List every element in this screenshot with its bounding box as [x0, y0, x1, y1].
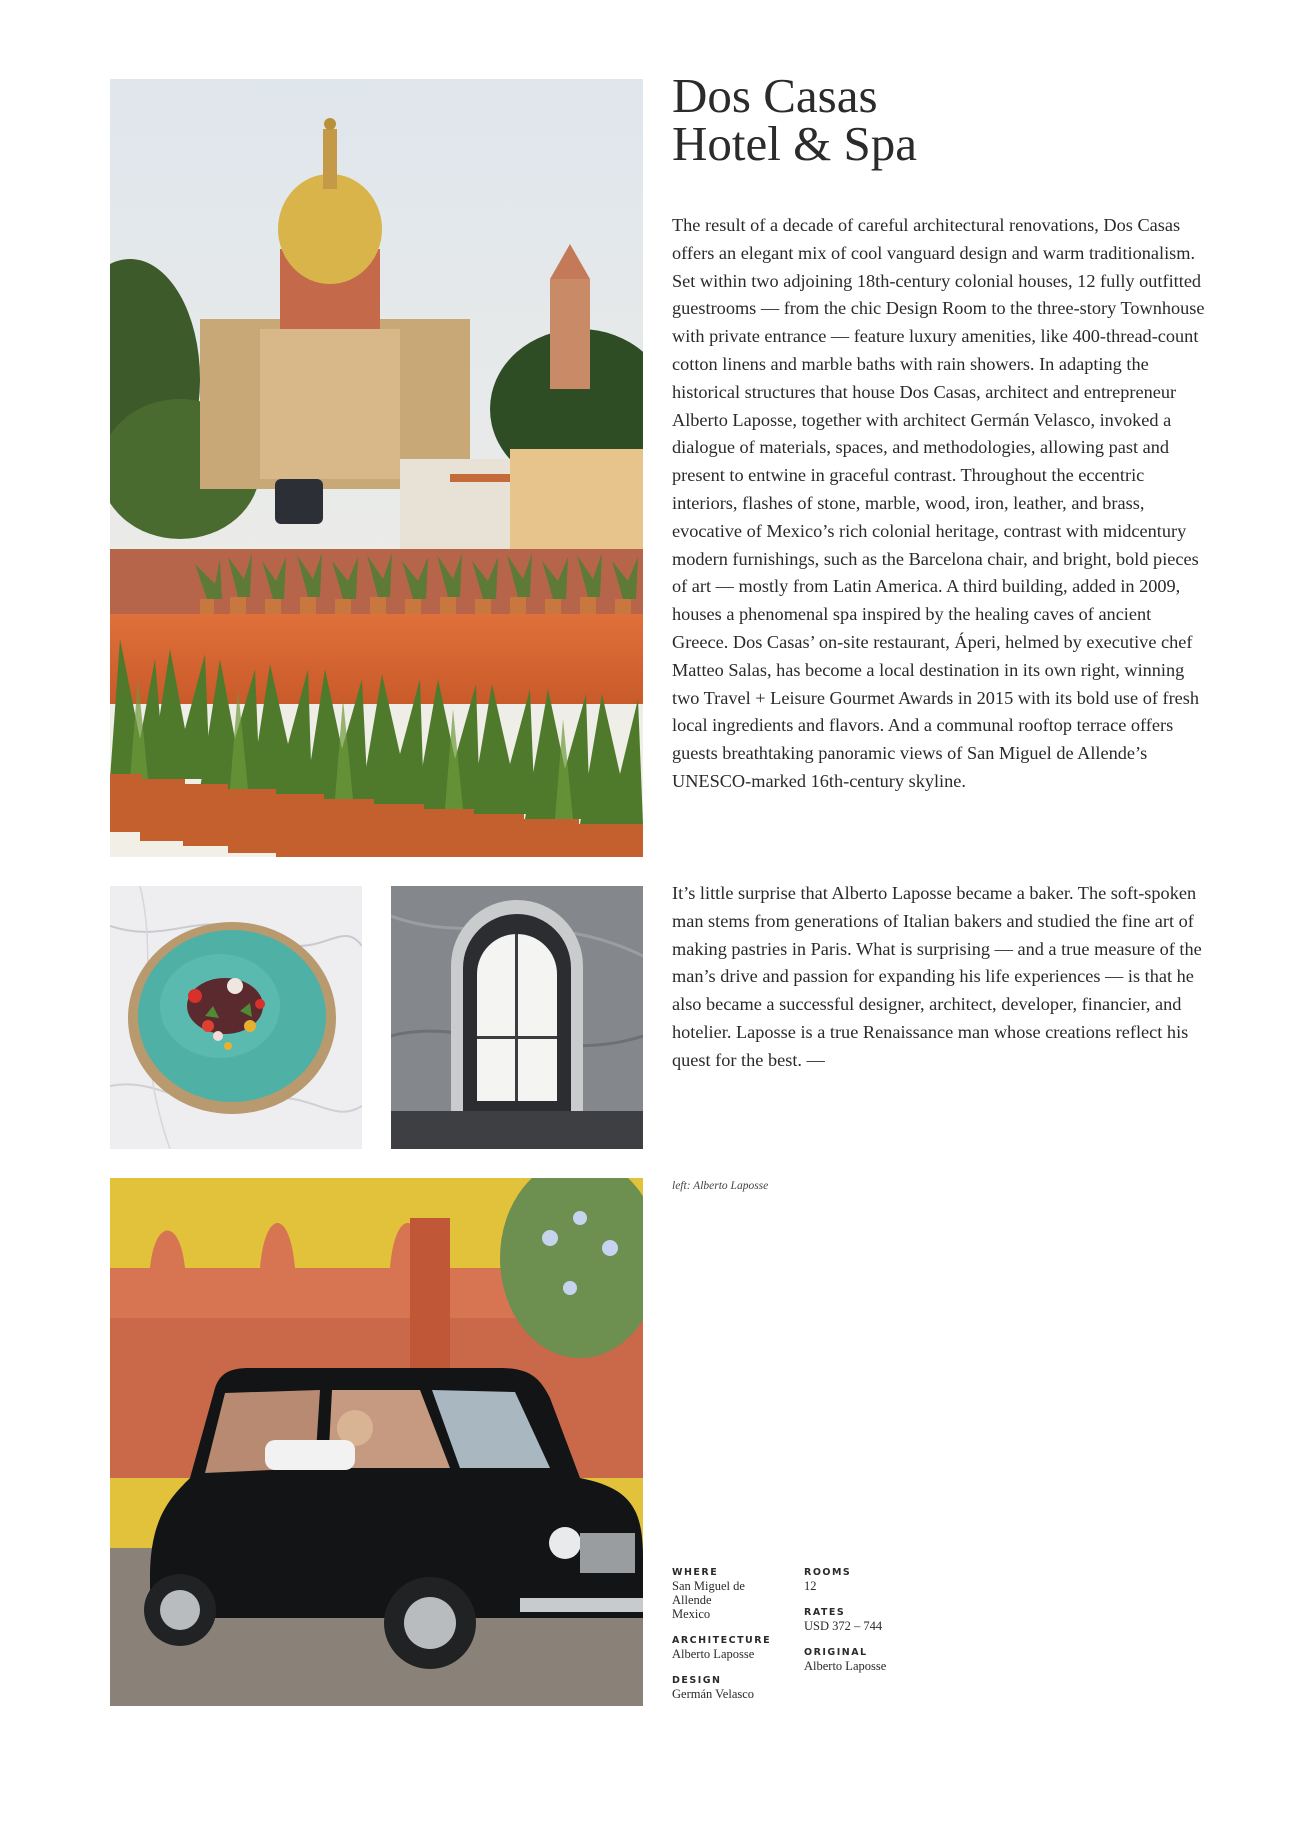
body-paragraph-1: The result of a decade of careful architectural renovations, Dos Casas offers an elegant mix of cool vanguard design and warm traditionalism. Set within two adjoining 18th-century colonial houses, 12 fully outfitted guestrooms — from the chic Design Room to the three-story Townhouse with private entrance — feature luxury amenities, like 400-thread-count cotton linens and marble baths with rain showers. In adapting the historical structures that house Dos Casas, architect and entrepreneur Alberto Laposse, together with architect Germán Velasco, invoked a dialogue of materials, spaces, and methodologies, allowing past and present to entwine in graceful contrast. Throughout the eccentric interiors, flashes of stone, marble, wood, iron, leather, and brass, evocative of Mexico’s rich colonial heritage, contrast with midcentury modern furnishings, such as the Barcelona chair, and bright, bold pieces of art — mostly from Latin America. A third building, added in 2009, houses a phenomenal spa inspired by the healing caves of ancient Greece. Dos Casas’ on-site restaurant, Áperi, helmed by executive chef Matteo Salas, has become a local destination in its own right, winning two Travel + Leisure Gourmet Awards in 2015 with its bold use of fresh local ingredients and flavors. And a communal rooftop terrace offers guests breathtaking panoramic views of San Miguel de Allende’s UNESCO-marked 16th-century skyline. — [672, 215, 1205, 791]
page-title — [672, 68, 917, 171]
fact-original-label: ORIGINAL — [804, 1647, 868, 1658]
fact-rates-value: USD 372 – 744 — [804, 1619, 883, 1633]
fact-architecture-value: Alberto Laposse — [672, 1647, 755, 1661]
fact-where — [672, 1567, 771, 1621]
fact-original-value: Alberto Laposse — [804, 1659, 887, 1673]
facts-column-left — [672, 1567, 771, 1715]
title-line-2: Hotel & Spa — [672, 116, 917, 171]
body-paragraph-2: It’s little surprise that Alberto Laposse became a baker. The soft-spoken man stems from generations of Italian bakers and studied the fine art of making pastries in Paris. What is surprising — and a true measure of the man’s drive and passion for expanding his life experiences — is that he also became a successful designer, architect, developer, financier, and hotelier. Laposse is a true Renaissance man whose creations reflect his quest for the best. — — [672, 883, 1202, 1070]
fact-architecture-label: ARCHITECTURE — [672, 1635, 772, 1646]
rooftop-terrace-photo — [110, 79, 643, 857]
fact-rooms-value: 12 — [804, 1579, 817, 1593]
fact-design-label: DESIGN — [672, 1675, 722, 1686]
fact-architecture — [672, 1635, 771, 1661]
fact-where-label: WHERE — [672, 1567, 719, 1578]
fact-rates — [804, 1607, 886, 1633]
fact-design-value: Germán Velasco — [672, 1687, 755, 1701]
fact-design — [672, 1675, 771, 1701]
title-line-1: Dos Casas — [672, 68, 878, 123]
facts-column-right — [804, 1567, 886, 1687]
plated-dish-photo — [110, 886, 362, 1149]
fact-where-value: San Miguel de Allende Mexico — [672, 1579, 745, 1621]
man-in-mini-car-photo — [110, 1178, 643, 1706]
arched-window-photo — [391, 886, 643, 1149]
fact-original — [804, 1647, 886, 1673]
fact-rooms — [804, 1567, 886, 1593]
photo-caption: left: Alberto Laposse — [672, 1180, 769, 1192]
fact-rates-label: RATES — [804, 1607, 846, 1618]
fact-rooms-label: ROOMS — [804, 1567, 852, 1578]
